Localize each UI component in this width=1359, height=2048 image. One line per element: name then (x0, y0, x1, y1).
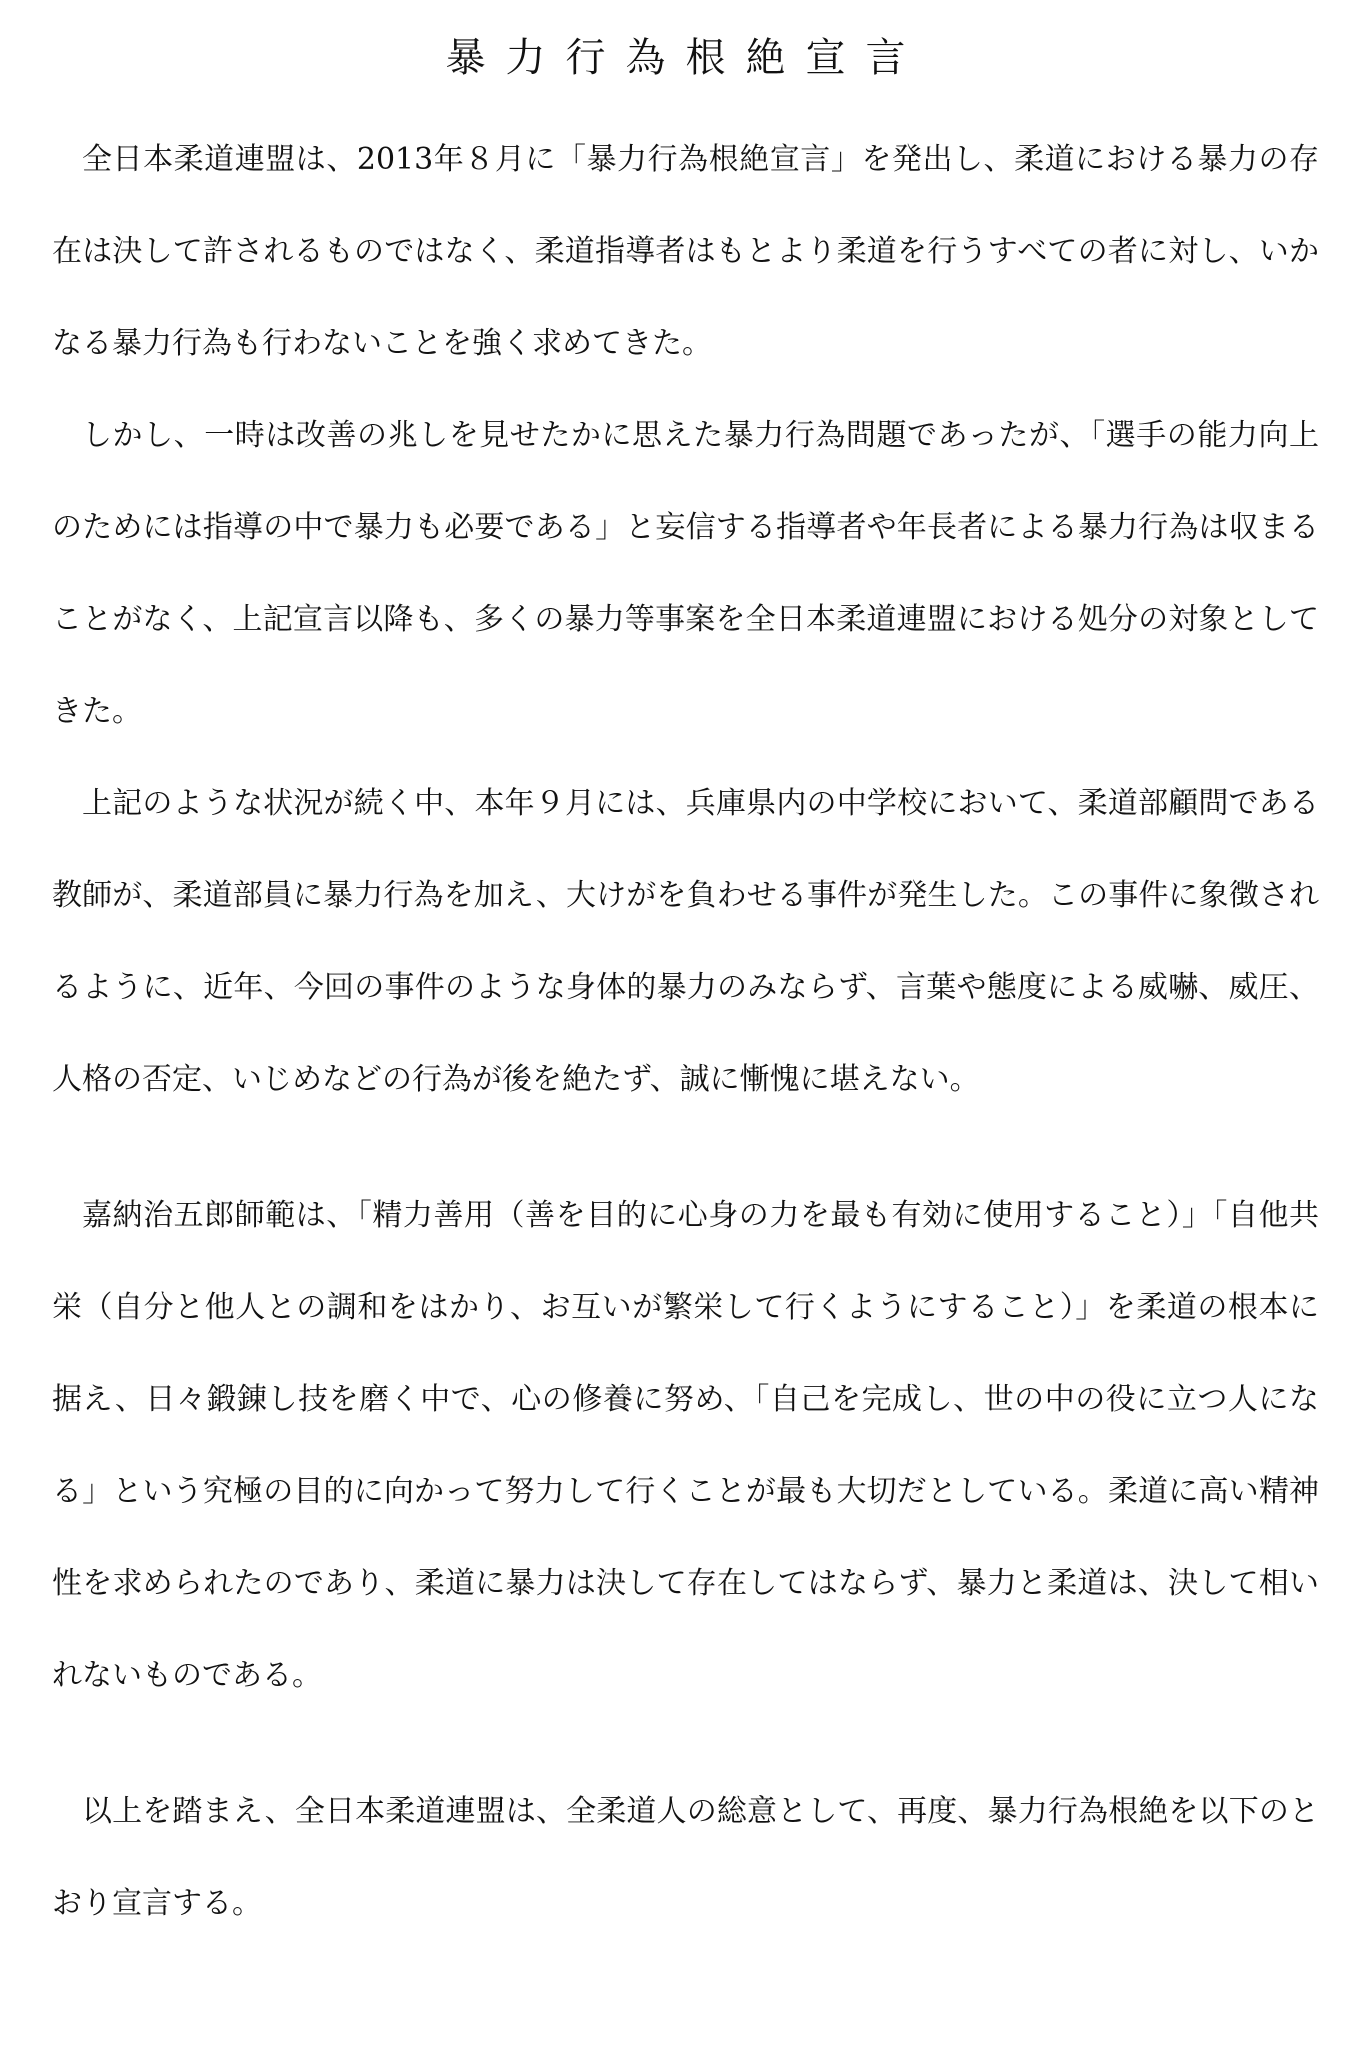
paragraph-5: 以上を踏まえ、全日本柔道連盟は、全柔道人の総意として、再度、暴力行為根絶を以下のとおり宣言する。 (52, 1794, 1319, 1921)
paragraph-4: 嘉納治五郎師範は、「精力善用（善を目的に心身の力を最も有効に使用すること）」「自他共栄（自分と他人との調和をはかり、お互いが繁栄して行くようにすること）」を柔道の根本に据え、日々鍛錬し技を磨く中で、心の修養に努め、「自己を完成し、世の中の役に立つ人になる」という究極の目的に向かって努力して行くことが最も大切だとしている。柔道に高い精神性を求められたのであり、柔道に暴力は決して存在してはならず、暴力と柔道は、決して相いれないものである。 (52, 1198, 1319, 1693)
document-title: 暴力行為根絶宣言 (445, 35, 926, 81)
paragraph-3: 上記のような状況が続く中、本年９月には、兵庫県内の中学校において、柔道部顧問である教師が、柔道部員に暴力行為を加え、大けがを負わせる事件が発生した。この事件に象徴されるように、近年、今回の事件のような身体的暴力のみならず、言葉や態度による威嚇、威圧、人格の否定、いじめなどの行為が後を絶たず、誠に慚愧に堪えない。 (52, 786, 1319, 1097)
paragraph-1: 全日本柔道連盟は、2013年８月に「暴力行為根絶宣言」を発出し、柔道における暴力の存在は決して許されるものではなく、柔道指導者はもとより柔道を行うすべての者に対し、いかなる暴力行為も行わないことを強く求めてきた。 (52, 142, 1319, 361)
paragraph-2: しかし、一時は改善の兆しを見せたかに思えた暴力行為問題であったが、「選手の能力向上のためには指導の中で暴力も必要である」と妄信する指導者や年長者による暴力行為は収まることがなく、上記宣言以降も、多くの暴力等事案を全日本柔道連盟における処分の対象としてきた。 (52, 418, 1319, 729)
